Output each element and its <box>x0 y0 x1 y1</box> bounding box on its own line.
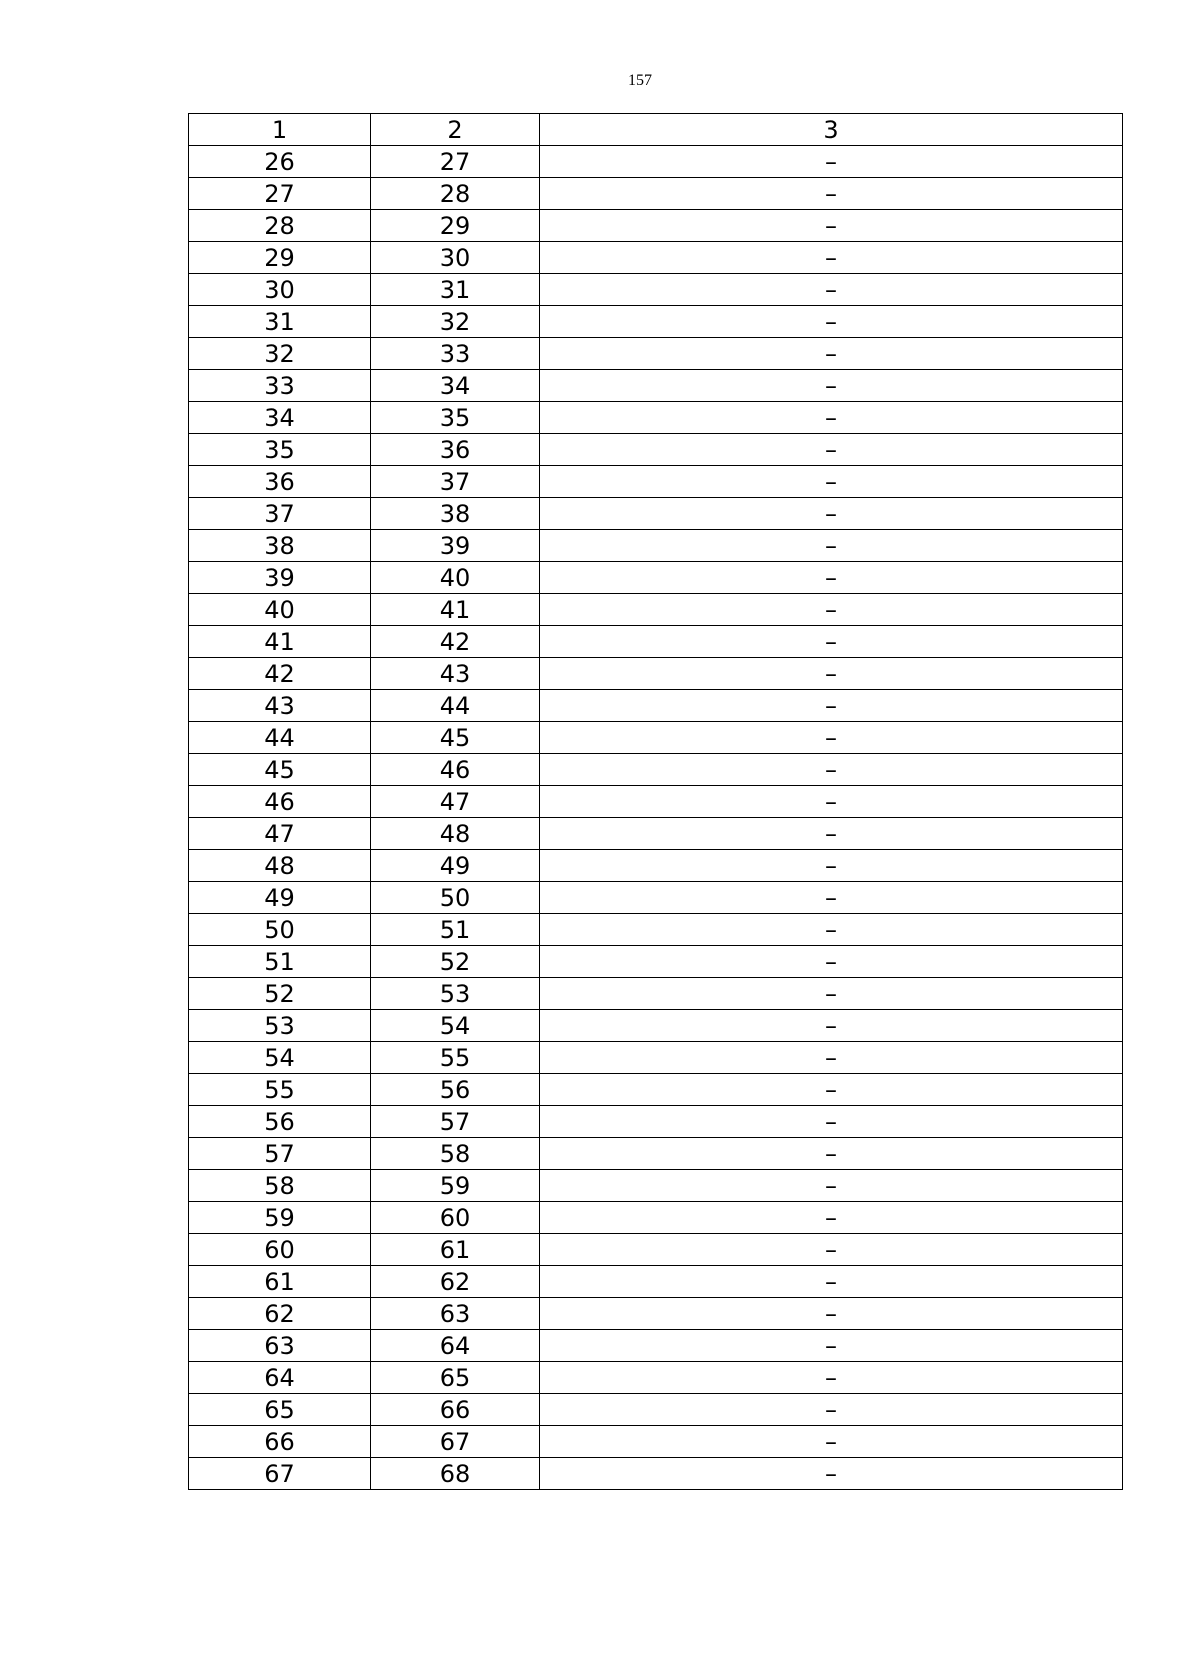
table-cell-col-1: 45 <box>189 754 371 786</box>
table-row <box>189 882 1123 914</box>
table-cell-col-2: 43 <box>371 658 540 690</box>
table-cell-col-2: 66 <box>371 1394 540 1426</box>
table-cell-col-1: 38 <box>189 530 371 562</box>
table-cell-col-2: 42 <box>371 626 540 658</box>
table-cell-col-1: 35 <box>189 434 371 466</box>
table-cell-col-3: – <box>540 1330 1123 1362</box>
table-header-row <box>189 114 1123 146</box>
table-cell-col-3: – <box>540 402 1123 434</box>
table-cell-col-3: – <box>540 626 1123 658</box>
table-row <box>189 1362 1123 1394</box>
table-row <box>189 626 1123 658</box>
table-cell-col-2: 54 <box>371 1010 540 1042</box>
table-cell-col-1: 49 <box>189 882 371 914</box>
table-cell-col-3: – <box>540 274 1123 306</box>
table-cell-col-3: – <box>540 210 1123 242</box>
data-table <box>188 113 1123 1490</box>
table-cell-col-3: – <box>540 306 1123 338</box>
table-cell-col-2: 41 <box>371 594 540 626</box>
table-cell-col-1: 53 <box>189 1010 371 1042</box>
table-cell-col-3: – <box>540 370 1123 402</box>
table-cell-col-2: 61 <box>371 1234 540 1266</box>
table-cell-col-3: – <box>540 1170 1123 1202</box>
table-cell-col-2: 36 <box>371 434 540 466</box>
table-row <box>189 338 1123 370</box>
table-row <box>189 242 1123 274</box>
table-row <box>189 1234 1123 1266</box>
table-row <box>189 1458 1123 1490</box>
table-row <box>189 786 1123 818</box>
table-row <box>189 946 1123 978</box>
table-row <box>189 1010 1123 1042</box>
table-cell-col-3: – <box>540 146 1123 178</box>
table-row <box>189 210 1123 242</box>
table-cell-col-1: 67 <box>189 1458 371 1490</box>
table-cell-col-2: 32 <box>371 306 540 338</box>
table-cell-col-1: 42 <box>189 658 371 690</box>
table-cell-col-2: 37 <box>371 466 540 498</box>
table-row <box>189 1138 1123 1170</box>
table-cell-col-3: – <box>540 242 1123 274</box>
table-cell-col-2: 35 <box>371 402 540 434</box>
table-cell-col-2: 51 <box>371 914 540 946</box>
table-row <box>189 274 1123 306</box>
table-cell-col-3: – <box>540 178 1123 210</box>
table-cell-col-3: – <box>540 1106 1123 1138</box>
table-cell-col-2: 52 <box>371 946 540 978</box>
table-cell-col-3: – <box>540 754 1123 786</box>
table-cell-col-2: 30 <box>371 242 540 274</box>
table-cell-col-3: – <box>540 338 1123 370</box>
table-cell-col-1: 33 <box>189 370 371 402</box>
table-cell-col-1: 51 <box>189 946 371 978</box>
table-cell-col-2: 44 <box>371 690 540 722</box>
table-cell-col-3: – <box>540 658 1123 690</box>
table-row <box>189 498 1123 530</box>
table-row <box>189 1202 1123 1234</box>
table-row <box>189 1426 1123 1458</box>
table-cell-col-2: 34 <box>371 370 540 402</box>
table-cell-col-1: 65 <box>189 1394 371 1426</box>
table-cell-col-2: 67 <box>371 1426 540 1458</box>
table-cell-col-1: 28 <box>189 210 371 242</box>
table-cell-col-2: 63 <box>371 1298 540 1330</box>
table-cell-col-1: 48 <box>189 850 371 882</box>
header-cell-3: 3 <box>540 114 1123 146</box>
table-cell-col-2: 57 <box>371 1106 540 1138</box>
table-cell-col-3: – <box>540 882 1123 914</box>
table-cell-col-3: – <box>540 1394 1123 1426</box>
table-row <box>189 530 1123 562</box>
table-cell-col-1: 60 <box>189 1234 371 1266</box>
table-cell-col-3: – <box>540 1010 1123 1042</box>
table-row <box>189 658 1123 690</box>
table-cell-col-1: 58 <box>189 1170 371 1202</box>
table-cell-col-2: 53 <box>371 978 540 1010</box>
table-cell-col-1: 39 <box>189 562 371 594</box>
table-cell-col-3: – <box>540 690 1123 722</box>
table-cell-col-1: 54 <box>189 1042 371 1074</box>
table-row <box>189 690 1123 722</box>
header-cell-2: 2 <box>371 114 540 146</box>
table-cell-col-1: 47 <box>189 818 371 850</box>
table-row <box>189 402 1123 434</box>
table-row <box>189 818 1123 850</box>
table-cell-col-2: 39 <box>371 530 540 562</box>
table-cell-col-2: 58 <box>371 1138 540 1170</box>
table-row <box>189 1074 1123 1106</box>
table-cell-col-2: 64 <box>371 1330 540 1362</box>
table-cell-col-2: 33 <box>371 338 540 370</box>
table-cell-col-2: 40 <box>371 562 540 594</box>
header-cell-1: 1 <box>189 114 371 146</box>
table-cell-col-3: – <box>540 818 1123 850</box>
table-cell-col-1: 27 <box>189 178 371 210</box>
table-row <box>189 1266 1123 1298</box>
table-cell-col-3: – <box>540 530 1123 562</box>
table-cell-col-1: 31 <box>189 306 371 338</box>
table-row <box>189 306 1123 338</box>
table-row <box>189 434 1123 466</box>
table-row <box>189 914 1123 946</box>
table-cell-col-2: 29 <box>371 210 540 242</box>
table-row <box>189 1298 1123 1330</box>
table-cell-col-3: – <box>540 498 1123 530</box>
table-cell-col-3: – <box>540 1362 1123 1394</box>
table-cell-col-2: 31 <box>371 274 540 306</box>
table-cell-col-3: – <box>540 594 1123 626</box>
table-row <box>189 178 1123 210</box>
table-cell-col-1: 34 <box>189 402 371 434</box>
page-number: 157 <box>628 72 652 89</box>
table-cell-col-1: 56 <box>189 1106 371 1138</box>
table-cell-col-2: 50 <box>371 882 540 914</box>
table-cell-col-2: 60 <box>371 1202 540 1234</box>
table-cell-col-1: 46 <box>189 786 371 818</box>
table-row <box>189 146 1123 178</box>
table-cell-col-2: 28 <box>371 178 540 210</box>
table-cell-col-3: – <box>540 1202 1123 1234</box>
table-cell-col-2: 38 <box>371 498 540 530</box>
table-cell-col-1: 32 <box>189 338 371 370</box>
table-cell-col-1: 59 <box>189 1202 371 1234</box>
table-cell-col-1: 63 <box>189 1330 371 1362</box>
table-cell-col-1: 50 <box>189 914 371 946</box>
table-cell-col-3: – <box>540 722 1123 754</box>
table-cell-col-3: – <box>540 946 1123 978</box>
table-cell-col-3: – <box>540 1042 1123 1074</box>
table-row <box>189 562 1123 594</box>
table-cell-col-3: – <box>540 1426 1123 1458</box>
table-cell-col-2: 55 <box>371 1042 540 1074</box>
table-cell-col-1: 36 <box>189 466 371 498</box>
table-cell-col-3: – <box>540 914 1123 946</box>
table-cell-col-3: – <box>540 1298 1123 1330</box>
table-row <box>189 1170 1123 1202</box>
table-row <box>189 754 1123 786</box>
table-cell-col-2: 27 <box>371 146 540 178</box>
table-cell-col-2: 56 <box>371 1074 540 1106</box>
table-cell-col-1: 41 <box>189 626 371 658</box>
table-cell-col-1: 37 <box>189 498 371 530</box>
table-cell-col-2: 45 <box>371 722 540 754</box>
table-row <box>189 850 1123 882</box>
table-cell-col-2: 49 <box>371 850 540 882</box>
table-cell-col-1: 61 <box>189 1266 371 1298</box>
table-cell-col-2: 46 <box>371 754 540 786</box>
table-cell-col-2: 48 <box>371 818 540 850</box>
table-cell-col-3: – <box>540 1266 1123 1298</box>
table-cell-col-2: 65 <box>371 1362 540 1394</box>
table-row <box>189 1042 1123 1074</box>
table-row <box>189 466 1123 498</box>
table-cell-col-3: – <box>540 562 1123 594</box>
table-row <box>189 370 1123 402</box>
table-cell-col-3: – <box>540 1458 1123 1490</box>
table-cell-col-1: 64 <box>189 1362 371 1394</box>
table-row <box>189 1394 1123 1426</box>
table-cell-col-1: 30 <box>189 274 371 306</box>
table-cell-col-1: 43 <box>189 690 371 722</box>
table-cell-col-3: – <box>540 850 1123 882</box>
table-cell-col-1: 66 <box>189 1426 371 1458</box>
table-row <box>189 1330 1123 1362</box>
table-row <box>189 1106 1123 1138</box>
table-cell-col-2: 62 <box>371 1266 540 1298</box>
table-cell-col-2: 59 <box>371 1170 540 1202</box>
table-cell-col-2: 68 <box>371 1458 540 1490</box>
table-cell-col-3: – <box>540 466 1123 498</box>
table-row <box>189 978 1123 1010</box>
table-cell-col-1: 26 <box>189 146 371 178</box>
table-cell-col-1: 57 <box>189 1138 371 1170</box>
table-cell-col-1: 62 <box>189 1298 371 1330</box>
table-cell-col-3: – <box>540 1074 1123 1106</box>
table-cell-col-3: – <box>540 1234 1123 1266</box>
table-cell-col-3: – <box>540 978 1123 1010</box>
table-cell-col-1: 44 <box>189 722 371 754</box>
table-body <box>189 114 1123 1490</box>
table-cell-col-3: – <box>540 1138 1123 1170</box>
table-cell-col-1: 40 <box>189 594 371 626</box>
table-cell-col-3: – <box>540 434 1123 466</box>
table-row <box>189 722 1123 754</box>
table-cell-col-1: 55 <box>189 1074 371 1106</box>
table-cell-col-1: 29 <box>189 242 371 274</box>
table-cell-col-2: 47 <box>371 786 540 818</box>
table-cell-col-1: 52 <box>189 978 371 1010</box>
table-cell-col-3: – <box>540 786 1123 818</box>
table-row <box>189 594 1123 626</box>
